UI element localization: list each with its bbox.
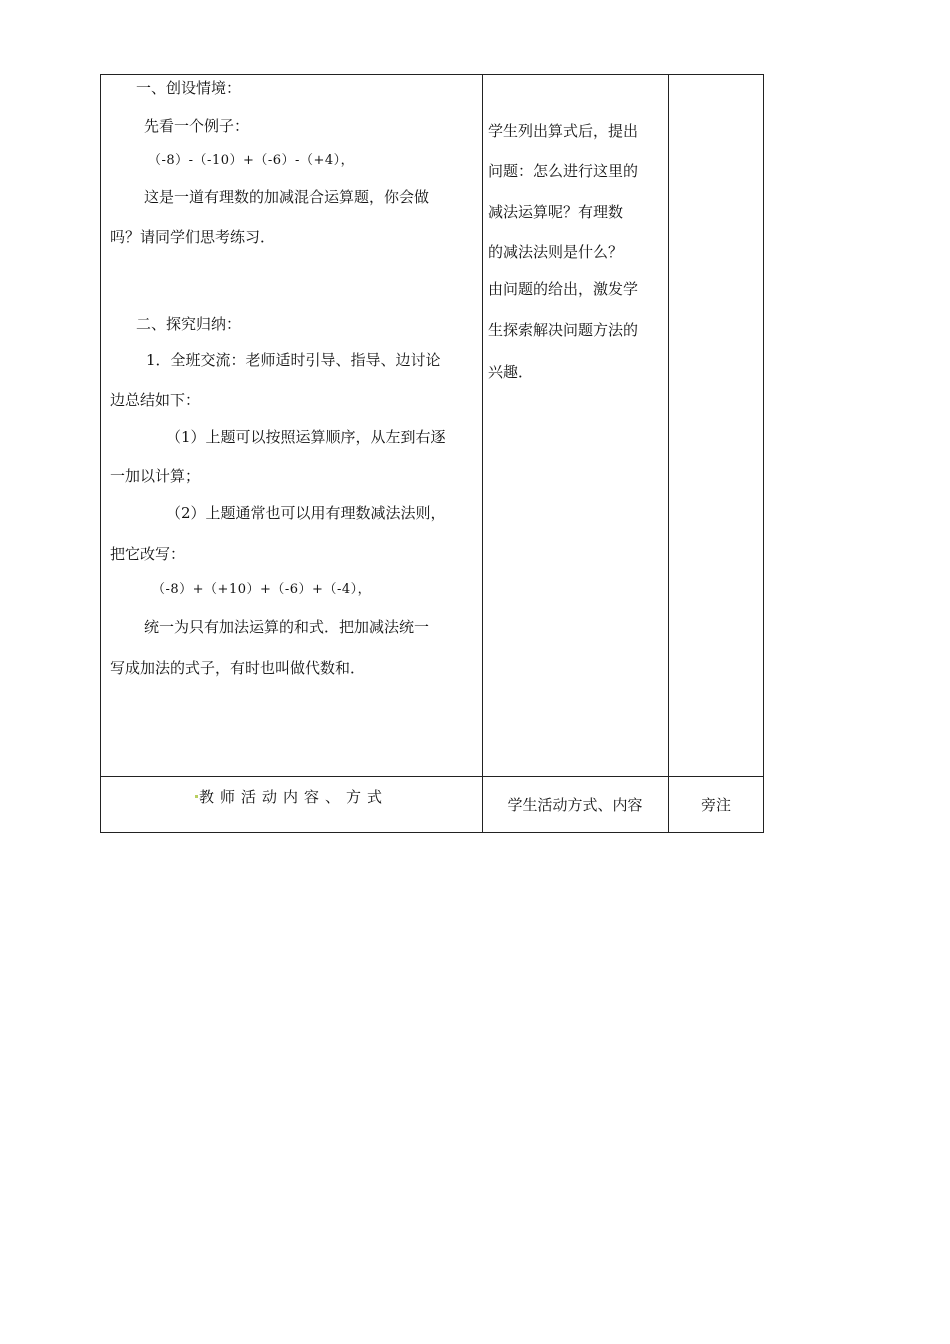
teacher-text-line: 先看一个例子： [144,117,250,135]
student-text-line: 的减法法则是什么？ [488,243,624,261]
teacher-text-line: 把它改写： [110,545,186,563]
teacher-text-line: 一加以计算； [110,467,201,485]
teacher-activity-header-text: 教师活动内容、方式 [198,787,388,806]
section-heading-explore: 二、探究归纳： [136,315,242,333]
teacher-text-line: 写成加法的式子，有时也叫做代数和． [110,659,366,677]
teacher-text-line: 这是一道有理数的加减混合运算题，你会做 [144,188,430,206]
formula-rewritten: （-8）+（+10）+（-6）+（-4）， [152,582,372,597]
formula-original: （-8）-（-10）+（-6）-（+4）， [148,153,355,168]
side-note-header: 旁注 [700,795,731,814]
teacher-text-line: （2）上题通常也可以用有理数减法法则， [166,504,446,522]
student-text-line: 问题：怎么进行这里的 [488,162,639,180]
scan-speck [195,795,198,798]
teacher-text-line: 1．全班交流：老师适时引导、指导、边讨论 [146,351,441,369]
lesson-plan-table [100,74,764,833]
student-text-line: 兴趣． [488,363,534,381]
student-text-line: 生探索解决问题方法的 [488,321,639,339]
teacher-text-line: 吗？请同学们思考练习． [110,228,276,246]
column-divider-student-note [668,74,669,833]
teacher-text-line: 统一为只有加法运算的和式．把加减法统一 [144,618,430,636]
student-activity-header: 学生活动方式、内容 [507,795,643,814]
teacher-activity-header [100,768,482,824]
column-divider-teacher-student [482,74,483,833]
teacher-text-line: 边总结如下： [110,391,201,409]
student-text-line: 学生列出算式后，提出 [488,122,639,140]
student-text-line: 由问题的给出，激发学 [488,280,639,298]
teacher-text-line: （1）上题可以按照运算顺序，从左到右逐 [166,428,446,446]
section-heading-scenario: 一、创设情境： [136,79,242,97]
student-text-line: 减法运算呢？有理数 [488,203,624,221]
